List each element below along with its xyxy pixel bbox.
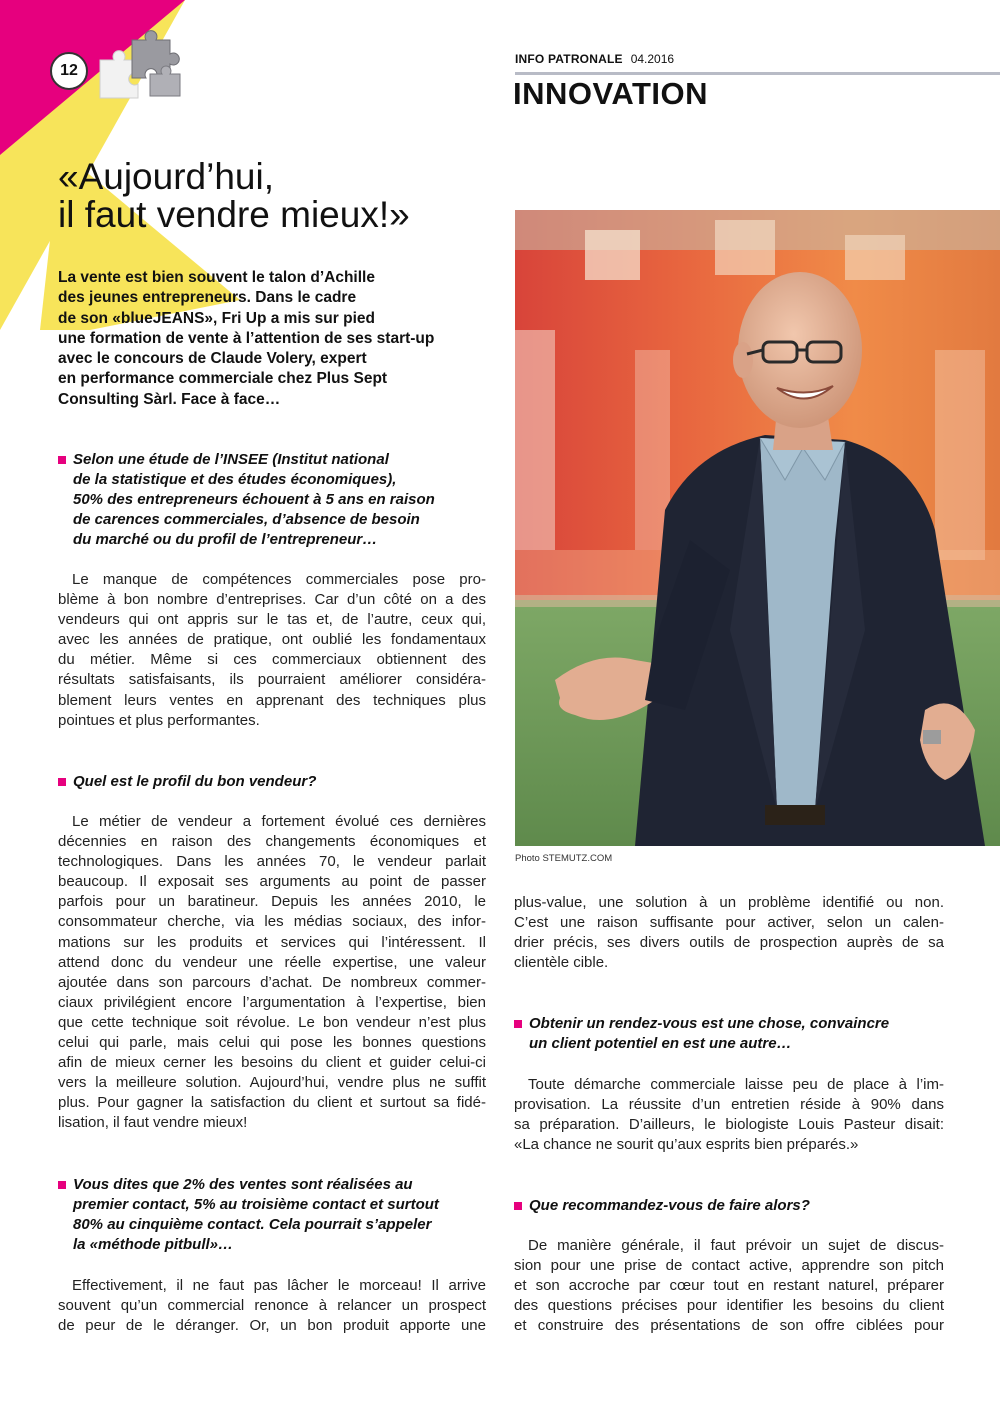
body-line: celui qui parle, mais celui qui pose les bonnes questions [58,1034,486,1052]
headline-line: il faut vendre mieux!» [58,194,410,235]
body-line: mations sur les produits et services qui l’intéressent. Il [58,933,486,951]
puzzle-pieces-icon [92,30,184,106]
body-line: du métier. Même si ces commerciaux obtiennent des [58,651,486,669]
body-line: décennies en raison des changements économiques et [58,833,486,851]
body-line: des questions précises pour identifier les besoins du client [514,1297,944,1315]
body-line: beaucoup. Il exposait ses arguments au point de passer [58,873,486,891]
body-line: C’est une raison suffisante pour activer, selon un calen- [514,914,944,932]
question-1 [58,450,486,550]
question-line: premier contact, 5% au troisième contact et surtout [73,1196,439,1214]
question-line: Quel est le profil du bon vendeur? [73,773,317,790]
answer-3-continued [514,893,944,973]
body-line: clientèle cible. [514,954,609,972]
question-line: de carences commerciales, d’absence de besoin [73,511,420,529]
intro-line: des jeunes entrepreneurs. Dans le cadre [58,289,357,307]
question-line: la «méthode pitbull»… [73,1236,234,1254]
question-line: Obtenir un rendez-vous est une chose, convaincre [529,1015,890,1032]
body-line: de peur de le déranger. Or, un bon produit apporte une [58,1317,486,1335]
body-line: avec les années de pratique, ont oublié les fondamentaux [58,631,486,649]
answer-2 [58,812,486,1134]
body-line: attend donc du vendeur une réelle expertise, une valeur [58,953,486,971]
article-intro [58,268,498,410]
body-line: afin de mieux cerner les besoins du client et guider celui-ci [58,1054,486,1072]
answer-4 [514,1075,944,1155]
intro-line: en performance commerciale chez Plus Sept [58,370,388,388]
body-line: Le métier de vendeur a fortement évolué ces dernières [72,813,486,830]
issue-date: 04.2016 [630,52,675,66]
body-line: blème à bon nombre d’entreprises. Car d’un côté on a des [58,591,486,609]
body-line: que cette technique soit révolue. Le bon vendeur n’est plus [58,1013,486,1031]
intro-line: avec le concours de Claude Volery, expert [58,350,367,368]
page-number: 12 [50,52,88,90]
intro-line: La vente est bien souvent le talon d’Achille [58,269,375,286]
body-line: plus. Pour gagner la satisfaction du client et surtout sa fidé- [58,1094,486,1112]
question-line: un client potentiel en est une autre… [529,1035,792,1053]
body-line: provisation. La réussite d’un entretien réside à 90% dans [514,1096,944,1114]
question-line: 80% au cinquième contact. Cela pourrait s’appeler [73,1216,432,1234]
body-line: vers la meilleure solution. Aujourd’hui, vendre plus ne suffit [58,1074,486,1092]
article-photo [515,210,1000,846]
body-line: «La chance ne sourit qu’aux esprits bien préparés.» [514,1136,859,1154]
body-line: ciaux privilégient encore l’argumentation à l’expertise, bien [58,993,486,1011]
body-line: vendeurs qui ont appris sur le tas et, de l’autre, ceux qui, [58,611,486,629]
answer-5 [514,1236,944,1336]
body-line: consommateur cherche, via les médias sociaux, des infor- [58,913,486,931]
question-2 [58,772,486,792]
body-line: pointues et plus performantes. [58,711,260,729]
photo-caption: Photo STEMUTZ.COM [515,853,613,864]
body-line: Le manque de compétences commerciales pose pro- [72,571,486,588]
publication-name: INFO PATRONALE [515,52,623,66]
header-rule [515,72,1000,75]
answer-3 [58,1276,486,1336]
answer-1 [58,570,486,731]
body-line: souvent qu’un commercial renonce à relancer un prospect [58,1297,486,1315]
question-4 [514,1014,944,1054]
body-line: et son accroche par cœur tout en restant naturel, préparer [514,1277,944,1295]
intro-line: Consulting Sàrl. Face à face… [58,390,281,408]
question-line: Vous dites que 2% des ventes sont réalisées au [73,1176,413,1193]
body-line: Effectivement, il ne faut pas lâcher le morceau! Il arrive [72,1277,486,1294]
body-line: drier précis, ses divers outils de prospection auprès de sa [514,934,944,952]
body-line: sion pour une prise de contact active, apprendre son pitch [514,1257,944,1275]
body-line: lisation, il faut vendre mieux! [58,1114,248,1132]
question-5 [514,1196,944,1216]
body-line: parfois pour un baratineur. Depuis les années 2010, le [58,893,486,911]
header-meta [515,52,674,66]
body-line: De manière générale, il faut prévoir un sujet de discus- [528,1237,944,1254]
body-line: Toute démarche commerciale laisse peu de place à l’im- [528,1076,944,1093]
body-line: plus-value, une solution à un problème identifié ou non. [514,894,944,911]
question-line: du marché ou du profil de l’entrepreneur… [73,531,378,549]
body-line: blement leurs ventes en apprenant des techniques plus [58,691,486,709]
question-line: Selon une étude de l’INSEE (Institut national [73,451,389,468]
headline-line: «Aujourd’hui, [58,156,274,197]
question-line: Que recommandez-vous de faire alors? [529,1197,810,1214]
body-line: sa préparation. D’ailleurs, le biologiste Louis Pasteur disait: [514,1116,944,1134]
body-line: ajoutée dans son parcours d’achat. De nombreux commer- [58,973,486,991]
question-line: de la statistique et des études économiques), [73,471,397,489]
question-line: 50% des entrepreneurs échouent à 5 ans en raison [73,491,435,509]
section-title: INNOVATION [513,76,709,111]
intro-line: de son «blueJEANS», Fri Up a mis sur pied [58,309,375,327]
body-line: et construire des présentations de son offre ciblées pour [514,1317,944,1335]
question-3 [58,1175,486,1255]
portrait-illustration [515,210,1000,846]
body-line: résultats satisfaisants, ils pourraient améliorer considéra- [58,671,486,689]
body-line: technologiques. Dans les années 70, le vendeur parlait [58,853,486,871]
intro-line: une formation de vente à l’attention de ses start-up [58,329,435,347]
article-headline [58,158,478,234]
